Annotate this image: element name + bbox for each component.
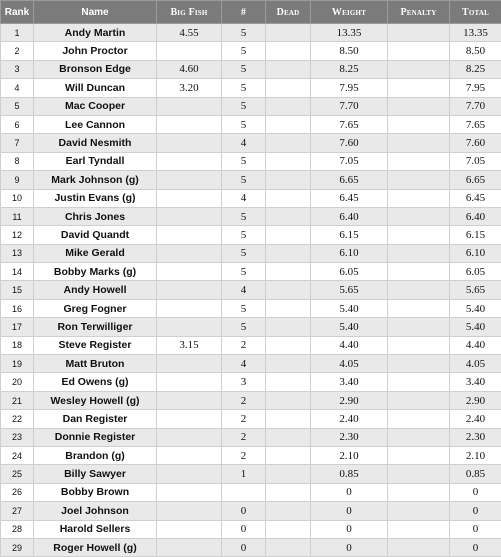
big-fish-cell [157, 189, 222, 207]
penalty-cell [388, 97, 450, 115]
name-cell: Billy Sawyer [34, 465, 157, 483]
count-cell: 2 [222, 428, 266, 446]
dead-cell [266, 171, 311, 189]
big-fish-cell: 4.60 [157, 60, 222, 78]
big-fish-cell: 4.55 [157, 24, 222, 42]
rank-cell: 25 [1, 465, 34, 483]
penalty-cell [388, 244, 450, 262]
table-row [1, 24, 501, 42]
count-cell: 5 [222, 115, 266, 133]
penalty-cell [388, 391, 450, 409]
count-cell: 5 [222, 299, 266, 317]
total-cell: 7.60 [450, 134, 501, 152]
rank-cell: 5 [1, 97, 34, 115]
name-cell: Ron Terwilliger [34, 318, 157, 336]
big-fish-cell [157, 281, 222, 299]
weight-cell: 7.70 [311, 97, 388, 115]
count-cell: 2 [222, 410, 266, 428]
big-fish-cell [157, 373, 222, 391]
dead-cell [266, 465, 311, 483]
count-cell: 4 [222, 355, 266, 373]
rank-cell: 12 [1, 226, 34, 244]
name-cell: Dan Register [34, 410, 157, 428]
big-fish-cell [157, 152, 222, 170]
weight-cell: 6.15 [311, 226, 388, 244]
dead-cell [266, 152, 311, 170]
weight-cell: 2.40 [311, 410, 388, 428]
dead-cell [266, 42, 311, 60]
name-cell: Andy Howell [34, 281, 157, 299]
rank-cell: 2 [1, 42, 34, 60]
dead-cell [266, 134, 311, 152]
dead-header: Dead [266, 1, 311, 24]
rank-cell: 18 [1, 336, 34, 354]
table-row [1, 281, 501, 299]
count-cell: 4 [222, 134, 266, 152]
big-fish-cell: 3.15 [157, 336, 222, 354]
name-cell: Brandon (g) [34, 446, 157, 464]
count-cell: 5 [222, 318, 266, 336]
penalty-cell [388, 79, 450, 97]
total-cell: 2.40 [450, 410, 501, 428]
dead-cell [266, 281, 311, 299]
table-row [1, 226, 501, 244]
weight-cell: 7.95 [311, 79, 388, 97]
total-cell: 0 [450, 520, 501, 538]
dead-cell [266, 24, 311, 42]
penalty-cell [388, 520, 450, 538]
dead-cell [266, 79, 311, 97]
weight-cell: 7.60 [311, 134, 388, 152]
count-cell: 2 [222, 446, 266, 464]
table-row [1, 60, 501, 78]
rank-cell: 10 [1, 189, 34, 207]
total-cell: 3.40 [450, 373, 501, 391]
penalty-cell [388, 428, 450, 446]
rank-cell: 27 [1, 502, 34, 520]
total-cell: 7.70 [450, 97, 501, 115]
dead-cell [266, 483, 311, 501]
name-cell: Donnie Register [34, 428, 157, 446]
total-cell: 6.45 [450, 189, 501, 207]
weight-cell: 4.40 [311, 336, 388, 354]
rank-cell: 23 [1, 428, 34, 446]
name-cell: David Quandt [34, 226, 157, 244]
rank-cell: 28 [1, 520, 34, 538]
big-fish-cell [157, 428, 222, 446]
weight-cell: 0 [311, 483, 388, 501]
big-fish-cell [157, 538, 222, 556]
table-row [1, 410, 501, 428]
dead-cell [266, 115, 311, 133]
big-fish-cell [157, 263, 222, 281]
rank-cell: 14 [1, 263, 34, 281]
name-header: Name [34, 1, 157, 24]
dead-cell [266, 355, 311, 373]
rank-cell: 19 [1, 355, 34, 373]
count-cell: 5 [222, 207, 266, 225]
total-cell: 2.90 [450, 391, 501, 409]
dead-cell [266, 446, 311, 464]
rank-cell: 17 [1, 318, 34, 336]
table-row [1, 428, 501, 446]
penalty-cell [388, 263, 450, 281]
weight-cell: 6.05 [311, 263, 388, 281]
name-cell: Earl Tyndall [34, 152, 157, 170]
table-row [1, 189, 501, 207]
big-fish-cell [157, 410, 222, 428]
table-row [1, 207, 501, 225]
penalty-cell [388, 171, 450, 189]
total-cell: 0 [450, 502, 501, 520]
name-cell: Matt Bruton [34, 355, 157, 373]
penalty-cell [388, 299, 450, 317]
penalty-cell [388, 483, 450, 501]
rank-cell: 22 [1, 410, 34, 428]
penalty-cell [388, 336, 450, 354]
total-cell: 5.65 [450, 281, 501, 299]
rank-cell: 26 [1, 483, 34, 501]
count-header: # [222, 1, 266, 24]
name-cell: Mark Johnson (g) [34, 171, 157, 189]
penalty-cell [388, 207, 450, 225]
name-cell: Harold Sellers [34, 520, 157, 538]
weight-cell: 0.85 [311, 465, 388, 483]
big-fish-cell [157, 171, 222, 189]
count-cell: 0 [222, 502, 266, 520]
weight-cell: 5.65 [311, 281, 388, 299]
big-fish-cell [157, 446, 222, 464]
weight-cell: 0 [311, 502, 388, 520]
name-cell: Mac Cooper [34, 97, 157, 115]
big-fish-cell: 3.20 [157, 79, 222, 97]
dead-cell [266, 520, 311, 538]
weight-cell: 6.45 [311, 189, 388, 207]
table-row [1, 42, 501, 60]
rank-cell: 20 [1, 373, 34, 391]
total-cell: 7.95 [450, 79, 501, 97]
penalty-cell [388, 60, 450, 78]
dead-cell [266, 207, 311, 225]
count-cell: 4 [222, 281, 266, 299]
weight-cell: 8.50 [311, 42, 388, 60]
total-cell: 6.40 [450, 207, 501, 225]
total-cell: 8.50 [450, 42, 501, 60]
name-cell: Bobby Brown [34, 483, 157, 501]
table-row [1, 152, 501, 170]
name-cell: Chris Jones [34, 207, 157, 225]
dead-cell [266, 60, 311, 78]
table-row [1, 520, 501, 538]
weight-cell: 2.90 [311, 391, 388, 409]
rank-cell: 6 [1, 115, 34, 133]
penalty-cell [388, 410, 450, 428]
penalty-cell [388, 373, 450, 391]
weight-cell: 6.65 [311, 171, 388, 189]
name-cell: Mike Gerald [34, 244, 157, 262]
table-row [1, 355, 501, 373]
name-cell: Andy Martin [34, 24, 157, 42]
weight-cell: 4.05 [311, 355, 388, 373]
weight-cell: 6.10 [311, 244, 388, 262]
rank-cell: 13 [1, 244, 34, 262]
count-cell: 2 [222, 391, 266, 409]
dead-cell [266, 410, 311, 428]
dead-cell [266, 189, 311, 207]
big-fish-cell [157, 244, 222, 262]
weight-cell: 5.40 [311, 299, 388, 317]
weight-cell: 3.40 [311, 373, 388, 391]
total-cell: 6.10 [450, 244, 501, 262]
penalty-cell [388, 538, 450, 556]
name-cell: Greg Fogner [34, 299, 157, 317]
penalty-header: Penalty [388, 1, 450, 24]
count-cell: 2 [222, 336, 266, 354]
dead-cell [266, 263, 311, 281]
rank-cell: 24 [1, 446, 34, 464]
header-row [1, 1, 501, 24]
big-fish-cell [157, 391, 222, 409]
count-cell: 0 [222, 538, 266, 556]
penalty-cell [388, 465, 450, 483]
big-fish-cell [157, 520, 222, 538]
total-cell: 2.10 [450, 446, 501, 464]
weight-cell: 5.40 [311, 318, 388, 336]
name-cell: Bobby Marks (g) [34, 263, 157, 281]
rank-cell: 4 [1, 79, 34, 97]
name-cell: John Proctor [34, 42, 157, 60]
table-row [1, 502, 501, 520]
name-cell: Will Duncan [34, 79, 157, 97]
count-cell: 1 [222, 465, 266, 483]
table-row [1, 115, 501, 133]
rank-cell: 21 [1, 391, 34, 409]
dead-cell [266, 502, 311, 520]
table-row [1, 171, 501, 189]
big-fish-cell [157, 318, 222, 336]
rank-cell: 11 [1, 207, 34, 225]
weight-cell: 0 [311, 538, 388, 556]
weight-cell: 2.30 [311, 428, 388, 446]
rank-cell: 16 [1, 299, 34, 317]
weight-cell: 8.25 [311, 60, 388, 78]
dead-cell [266, 373, 311, 391]
total-cell: 6.65 [450, 171, 501, 189]
penalty-cell [388, 502, 450, 520]
count-cell: 5 [222, 60, 266, 78]
count-cell: 5 [222, 263, 266, 281]
weight-cell: 13.35 [311, 24, 388, 42]
rank-cell: 29 [1, 538, 34, 556]
name-cell: Justin Evans (g) [34, 189, 157, 207]
big-fish-cell [157, 207, 222, 225]
name-cell: Roger Howell (g) [34, 538, 157, 556]
rank-cell: 7 [1, 134, 34, 152]
big-fish-cell [157, 299, 222, 317]
total-cell: 13.35 [450, 24, 501, 42]
total-cell: 5.40 [450, 299, 501, 317]
weight-cell: 2.10 [311, 446, 388, 464]
total-cell: 8.25 [450, 60, 501, 78]
table-row [1, 134, 501, 152]
count-cell: 5 [222, 171, 266, 189]
table-row [1, 97, 501, 115]
penalty-cell [388, 134, 450, 152]
weight-cell: 6.40 [311, 207, 388, 225]
table-row [1, 446, 501, 464]
dead-cell [266, 97, 311, 115]
table-row [1, 391, 501, 409]
big-fish-header: Big Fish [157, 1, 222, 24]
penalty-cell [388, 318, 450, 336]
table-row [1, 263, 501, 281]
weight-header: Weight [311, 1, 388, 24]
total-cell: 6.15 [450, 226, 501, 244]
rank-cell: 8 [1, 152, 34, 170]
penalty-cell [388, 24, 450, 42]
count-cell: 5 [222, 226, 266, 244]
big-fish-cell [157, 355, 222, 373]
total-cell: 2.30 [450, 428, 501, 446]
total-cell: 6.05 [450, 263, 501, 281]
table-row [1, 299, 501, 317]
penalty-cell [388, 355, 450, 373]
count-cell [222, 483, 266, 501]
dead-cell [266, 318, 311, 336]
big-fish-cell [157, 226, 222, 244]
count-cell: 5 [222, 79, 266, 97]
dead-cell [266, 336, 311, 354]
table-row [1, 483, 501, 501]
big-fish-cell [157, 42, 222, 60]
total-cell: 4.40 [450, 336, 501, 354]
weight-cell: 0 [311, 520, 388, 538]
penalty-cell [388, 226, 450, 244]
name-cell: Ed Owens (g) [34, 373, 157, 391]
name-cell: David Nesmith [34, 134, 157, 152]
table-row [1, 373, 501, 391]
total-cell: 5.40 [450, 318, 501, 336]
total-cell: 7.05 [450, 152, 501, 170]
name-cell: Lee Cannon [34, 115, 157, 133]
table-row [1, 336, 501, 354]
total-cell: 0.85 [450, 465, 501, 483]
penalty-cell [388, 189, 450, 207]
name-cell: Bronson Edge [34, 60, 157, 78]
weight-cell: 7.65 [311, 115, 388, 133]
count-cell: 5 [222, 97, 266, 115]
total-cell: 0 [450, 538, 501, 556]
penalty-cell [388, 42, 450, 60]
rank-cell: 15 [1, 281, 34, 299]
total-header: Total [450, 1, 501, 24]
dead-cell [266, 391, 311, 409]
name-cell: Steve Register [34, 336, 157, 354]
count-cell: 5 [222, 152, 266, 170]
count-cell: 0 [222, 520, 266, 538]
count-cell: 4 [222, 189, 266, 207]
rank-header: Rank [1, 1, 34, 24]
big-fish-cell [157, 502, 222, 520]
dead-cell [266, 428, 311, 446]
table-row [1, 318, 501, 336]
name-cell: Wesley Howell (g) [34, 391, 157, 409]
table-row [1, 465, 501, 483]
big-fish-cell [157, 97, 222, 115]
big-fish-cell [157, 483, 222, 501]
dead-cell [266, 538, 311, 556]
big-fish-cell [157, 134, 222, 152]
rank-cell: 9 [1, 171, 34, 189]
rank-cell: 3 [1, 60, 34, 78]
table-row [1, 79, 501, 97]
total-cell: 4.05 [450, 355, 501, 373]
table-row [1, 244, 501, 262]
penalty-cell [388, 446, 450, 464]
weight-cell: 7.05 [311, 152, 388, 170]
rank-cell: 1 [1, 24, 34, 42]
penalty-cell [388, 281, 450, 299]
big-fish-cell [157, 465, 222, 483]
penalty-cell [388, 152, 450, 170]
dead-cell [266, 226, 311, 244]
total-cell: 7.65 [450, 115, 501, 133]
dead-cell [266, 299, 311, 317]
big-fish-cell [157, 115, 222, 133]
total-cell: 0 [450, 483, 501, 501]
count-cell: 5 [222, 42, 266, 60]
count-cell: 5 [222, 24, 266, 42]
count-cell: 5 [222, 244, 266, 262]
table-row [1, 538, 501, 556]
dead-cell [266, 244, 311, 262]
count-cell: 3 [222, 373, 266, 391]
penalty-cell [388, 115, 450, 133]
name-cell: Joel Johnson [34, 502, 157, 520]
